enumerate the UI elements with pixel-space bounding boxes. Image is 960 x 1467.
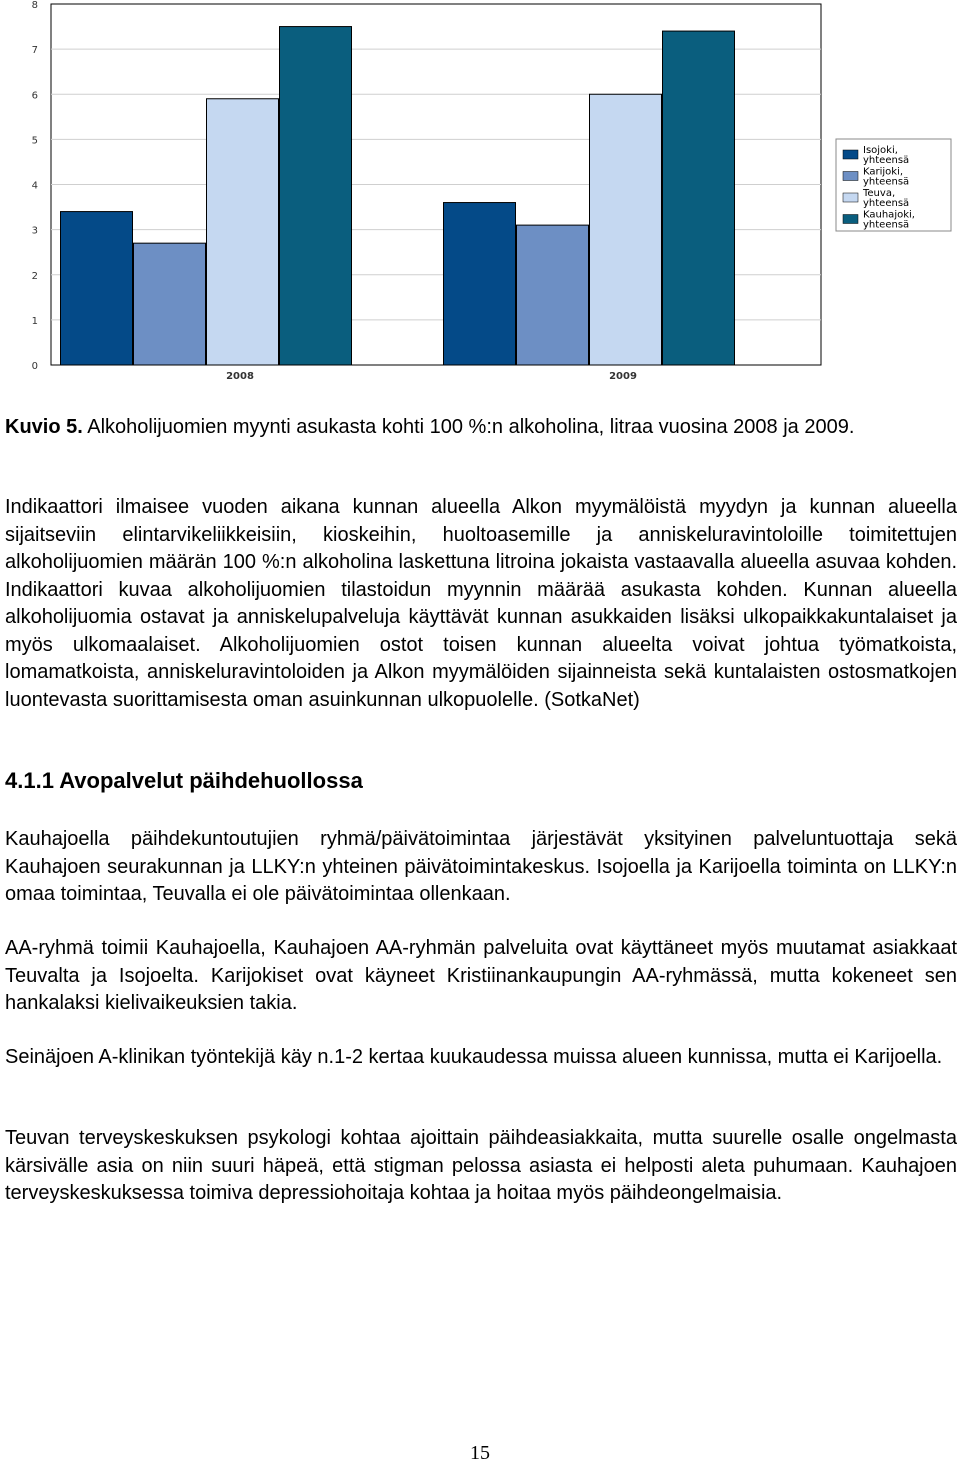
bar-2008-series-4 <box>280 27 352 365</box>
legend-label: yhteensä <box>863 219 910 231</box>
y-tick-label: 1 <box>31 315 38 327</box>
paragraph-text: AA-ryhmä toimii Kauhajoella, Kauhajoen AA-ryhmän palveluita ovat käyttäneet myös muutamat asiakkaat Teuvalta ja Isojoelta. Karijokiset ovat käyneet Kristiinankaupungin AA-ryhmässä, mutta kokeneet sen hankalaksi kielivaikeuksien takia. <box>5 937 957 1014</box>
paragraph-text: Seinäjoen A-klinikan työntekijä käy n.1-2 kertaa kuukaudessa muissa alueen kunnissa, mutta ei Karijoella. <box>5 1046 943 1068</box>
legend-swatch <box>843 193 858 202</box>
y-tick-label: 3 <box>31 225 38 237</box>
y-tick-label: 5 <box>31 135 38 147</box>
paragraph-text: Kauhajoella päihdekuntoutujien ryhmä/päivätoimintaa järjestävät yksityinen palveluntuottaja sekä Kauhajoen seurakunnan ja LLKY:n yhteinen päivätoimintakeskus. Isojoella ja Karijoella toiminta on LLKY:n omaa toimintaa, Teuvalla ei ole päivätoimintaa ollenkaan. <box>5 828 957 905</box>
y-tick-label: 7 <box>31 45 38 57</box>
legend-label: yhteensä <box>863 155 910 166</box>
paragraph-text: Indikaattori ilmaisee vuoden aikana kunnan alueella Alkon myymälöistä myydyn ja kunnan alueella sijaitseviin elintarvikeliikkeisiin, kioskeihin, huoltoasemille ja anniskeluravintoloille toimitettujen alkoholijuomien määrän 100 %:n alkoholina laskettuna litroina jokaista vastaavalla alueella asuvaa kohden. Indikaattori kuvaa alkoholijuomien tilastoidun myynnin määrää asukasta kohden. Kunnan alueella alkoholijuomia ostavat ja anniskelupalveluja käyttävät kunnan asukkaiden lisäksi ulkopaikkakuntalaiset ja myös ulkomaalaiset. Alkoholijuomien ostot toisen kunnan alueelta voivat johtua työmatkoista, lomamatkoista, anniskeluravintoloiden ja Alkon myymälöiden sijainneista sekä kuntalaisten ostosmatkojen luontevasta suorittamisesta oman asuinkunnan ulkopuolelle. (SotkaNet) <box>5 496 957 711</box>
y-tick-label: 4 <box>31 180 38 192</box>
page-number: 15 <box>470 1442 490 1464</box>
bar-2009-series-1 <box>444 203 516 365</box>
paragraph-day-activity <box>5 826 957 909</box>
figure-caption <box>5 414 957 442</box>
y-tick-label: 2 <box>31 270 38 282</box>
section-heading: 4.1.1 Avopalvelut päihdehuollossa <box>5 768 363 793</box>
paragraph-text: Teuvan terveyskeskuksen psykologi kohtaa ajoittain päihdeasiakkaita, mutta suurelle osalle ongelmasta kärsivälle asia on niin suuri häpeä, että stigman pelossa asiasta ei helposti aleta puhumaan. Kauhajoen terveyskeskuksessa toimiva depressiohoitaja kohtaa ja hoitaa myös päihdeongelmaisia. <box>5 1127 957 1204</box>
paragraph-aa-group <box>5 935 957 1018</box>
bar-2008-series-2 <box>134 243 206 365</box>
paragraph-indicator <box>5 494 957 714</box>
y-tick-label: 8 <box>31 0 38 11</box>
x-tick-label: 2008 <box>226 371 254 382</box>
bar-2008-series-3 <box>207 99 279 365</box>
legend-swatch <box>843 150 858 159</box>
bar-2009-series-2 <box>517 225 589 365</box>
y-tick-label: 6 <box>31 90 38 102</box>
legend-swatch <box>843 172 858 181</box>
legend-label: Teuva, <box>863 188 896 199</box>
caption-label: Kuvio 5. <box>5 416 83 438</box>
bar-2009-series-4 <box>663 31 735 365</box>
alcohol-sales-bar-chart <box>0 0 960 395</box>
legend-label: Isojoki, <box>863 145 898 156</box>
legend-label: yhteensä <box>863 176 910 188</box>
y-tick-label: 0 <box>31 361 38 372</box>
legend-label: Karijoki, <box>863 166 904 178</box>
legend-swatch <box>843 215 858 224</box>
paragraph-a-clinic <box>5 1044 957 1072</box>
bar-2008-series-1 <box>61 212 133 365</box>
bar-2009-series-3 <box>590 94 662 365</box>
paragraph-health-center <box>5 1125 957 1208</box>
x-tick-label: 2009 <box>609 371 637 382</box>
legend-label: yhteensä <box>863 198 910 209</box>
legend-label: Kauhajoki, <box>863 209 915 221</box>
caption-text: Alkoholijuomien myynti asukasta kohti 100 %:n alkoholina, litraa vuosina 2008 ja 2009. <box>82 416 855 438</box>
